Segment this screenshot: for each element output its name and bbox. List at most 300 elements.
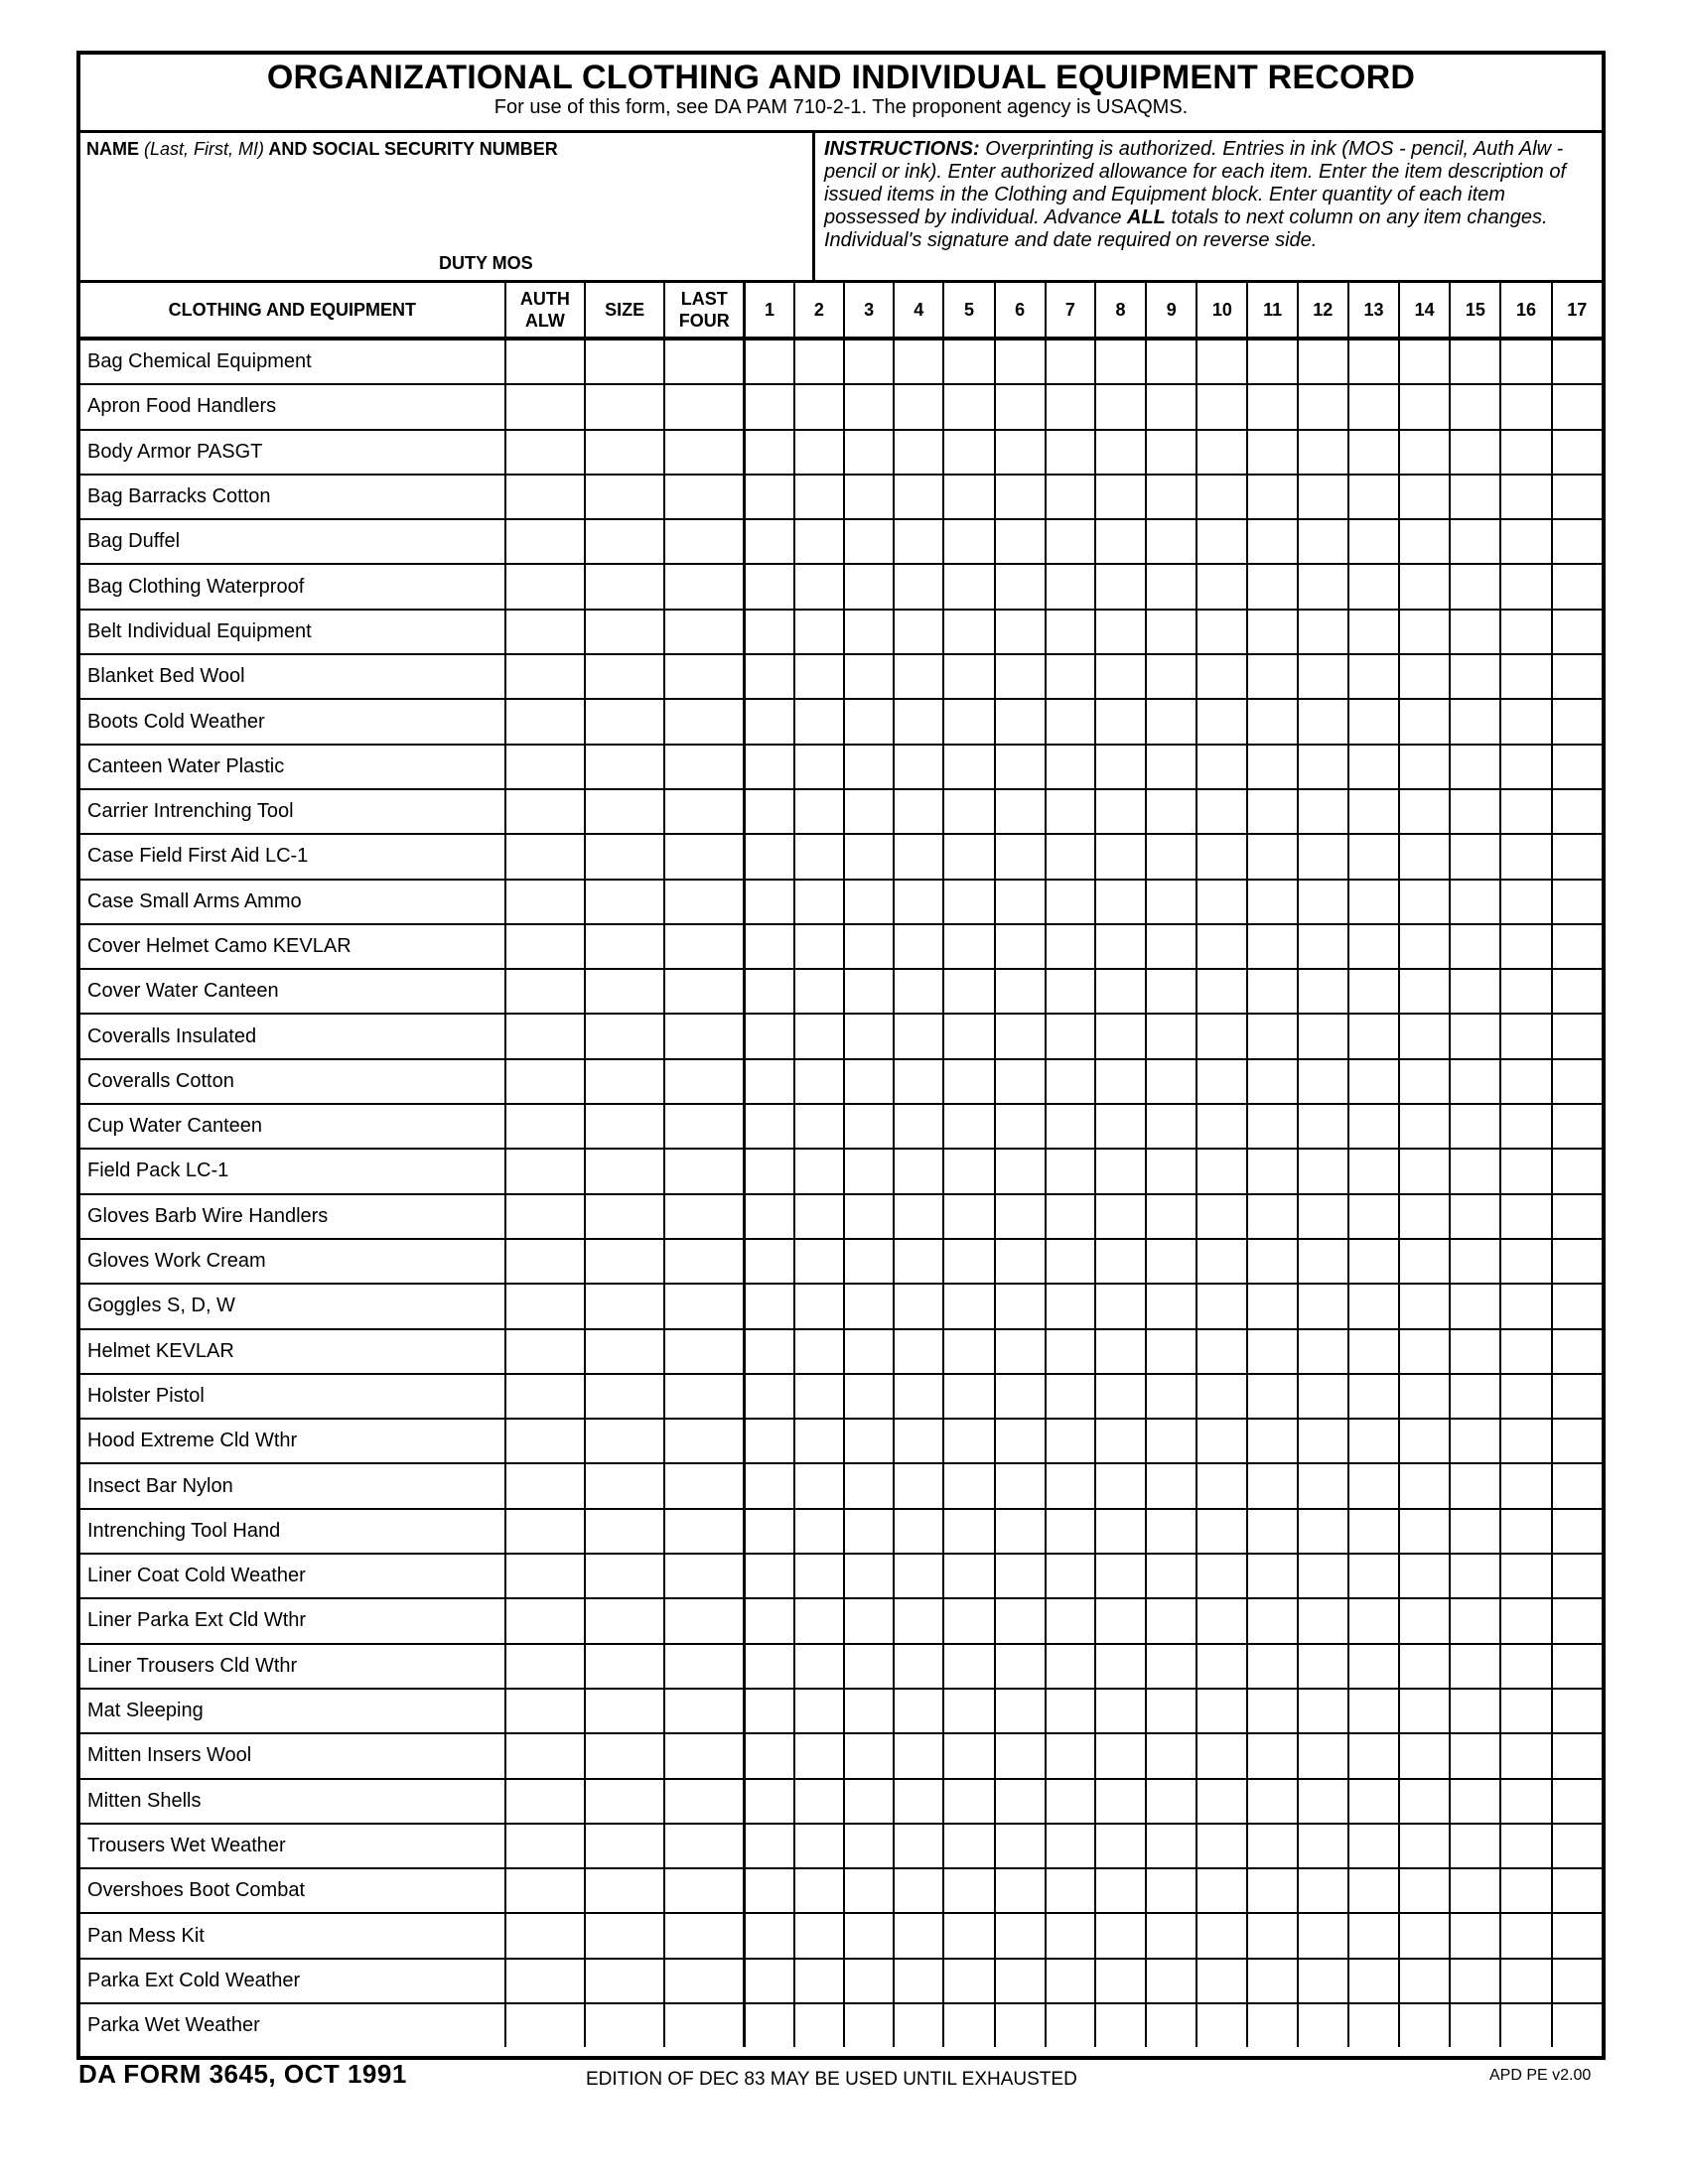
quantity-cell-12[interactable] bbox=[1298, 745, 1348, 789]
quantity-cell-8[interactable] bbox=[1095, 2003, 1146, 2047]
auth-alw-cell[interactable] bbox=[505, 1913, 585, 1958]
quantity-cell-12[interactable] bbox=[1298, 1598, 1348, 1643]
quantity-cell-4[interactable] bbox=[894, 834, 943, 879]
last-four-cell[interactable] bbox=[664, 969, 744, 1014]
auth-alw-cell[interactable] bbox=[505, 880, 585, 924]
quantity-cell-17[interactable] bbox=[1552, 834, 1602, 879]
quantity-cell-12[interactable] bbox=[1298, 1329, 1348, 1374]
quantity-cell-4[interactable] bbox=[894, 1868, 943, 1913]
quantity-cell-8[interactable] bbox=[1095, 880, 1146, 924]
quantity-cell-6[interactable] bbox=[995, 564, 1046, 609]
last-four-cell[interactable] bbox=[664, 610, 744, 654]
size-cell[interactable] bbox=[585, 1913, 664, 1958]
quantity-cell-9[interactable] bbox=[1146, 564, 1196, 609]
quantity-cell-3[interactable] bbox=[844, 1239, 894, 1284]
quantity-cell-7[interactable] bbox=[1046, 1284, 1095, 1328]
quantity-cell-6[interactable] bbox=[995, 1059, 1046, 1104]
quantity-cell-2[interactable] bbox=[794, 1239, 844, 1284]
quantity-cell-14[interactable] bbox=[1399, 1913, 1450, 1958]
quantity-cell-5[interactable] bbox=[943, 1959, 994, 2003]
quantity-cell-4[interactable] bbox=[894, 519, 943, 564]
quantity-cell-5[interactable] bbox=[943, 834, 994, 879]
quantity-cell-10[interactable] bbox=[1196, 1598, 1247, 1643]
quantity-cell-17[interactable] bbox=[1552, 1779, 1602, 1824]
quantity-cell-12[interactable] bbox=[1298, 1419, 1348, 1463]
quantity-cell-2[interactable] bbox=[794, 1959, 844, 2003]
quantity-cell-16[interactable] bbox=[1500, 339, 1551, 384]
quantity-cell-13[interactable] bbox=[1348, 1419, 1399, 1463]
quantity-cell-14[interactable] bbox=[1399, 1014, 1450, 1058]
quantity-cell-13[interactable] bbox=[1348, 1059, 1399, 1104]
quantity-cell-14[interactable] bbox=[1399, 1554, 1450, 1598]
quantity-cell-13[interactable] bbox=[1348, 384, 1399, 429]
quantity-cell-11[interactable] bbox=[1247, 610, 1297, 654]
quantity-cell-10[interactable] bbox=[1196, 1824, 1247, 1868]
quantity-cell-13[interactable] bbox=[1348, 1913, 1399, 1958]
auth-alw-cell[interactable] bbox=[505, 2003, 585, 2047]
quantity-cell-12[interactable] bbox=[1298, 1059, 1348, 1104]
quantity-cell-14[interactable] bbox=[1399, 1689, 1450, 1733]
quantity-cell-17[interactable] bbox=[1552, 1598, 1602, 1643]
auth-alw-cell[interactable] bbox=[505, 1824, 585, 1868]
last-four-cell[interactable] bbox=[664, 1598, 744, 1643]
quantity-cell-2[interactable] bbox=[794, 1689, 844, 1733]
quantity-cell-11[interactable] bbox=[1247, 1014, 1297, 1058]
last-four-cell[interactable] bbox=[664, 699, 744, 744]
quantity-cell-8[interactable] bbox=[1095, 1509, 1146, 1554]
quantity-cell-10[interactable] bbox=[1196, 969, 1247, 1014]
quantity-cell-16[interactable] bbox=[1500, 384, 1551, 429]
quantity-cell-4[interactable] bbox=[894, 1779, 943, 1824]
quantity-cell-17[interactable] bbox=[1552, 1463, 1602, 1508]
quantity-cell-13[interactable] bbox=[1348, 789, 1399, 834]
quantity-cell-7[interactable] bbox=[1046, 1463, 1095, 1508]
quantity-cell-16[interactable] bbox=[1500, 1598, 1551, 1643]
quantity-cell-7[interactable] bbox=[1046, 654, 1095, 699]
quantity-cell-13[interactable] bbox=[1348, 1644, 1399, 1689]
quantity-cell-17[interactable] bbox=[1552, 430, 1602, 475]
last-four-cell[interactable] bbox=[664, 1868, 744, 1913]
quantity-cell-11[interactable] bbox=[1247, 699, 1297, 744]
quantity-cell-6[interactable] bbox=[995, 834, 1046, 879]
quantity-cell-12[interactable] bbox=[1298, 834, 1348, 879]
quantity-cell-11[interactable] bbox=[1247, 1059, 1297, 1104]
quantity-cell-16[interactable] bbox=[1500, 1913, 1551, 1958]
quantity-cell-15[interactable] bbox=[1450, 1779, 1500, 1824]
quantity-cell-1[interactable] bbox=[745, 1644, 794, 1689]
quantity-cell-9[interactable] bbox=[1146, 1598, 1196, 1643]
quantity-cell-12[interactable] bbox=[1298, 1104, 1348, 1149]
size-cell[interactable] bbox=[585, 2003, 664, 2047]
last-four-cell[interactable] bbox=[664, 1959, 744, 2003]
quantity-cell-17[interactable] bbox=[1552, 1059, 1602, 1104]
quantity-cell-5[interactable] bbox=[943, 610, 994, 654]
quantity-cell-14[interactable] bbox=[1399, 1733, 1450, 1778]
quantity-cell-5[interactable] bbox=[943, 1329, 994, 1374]
quantity-cell-12[interactable] bbox=[1298, 1644, 1348, 1689]
last-four-cell[interactable] bbox=[664, 1689, 744, 1733]
quantity-cell-10[interactable] bbox=[1196, 1913, 1247, 1958]
quantity-cell-9[interactable] bbox=[1146, 1059, 1196, 1104]
quantity-cell-14[interactable] bbox=[1399, 789, 1450, 834]
quantity-cell-13[interactable] bbox=[1348, 1239, 1399, 1284]
quantity-cell-17[interactable] bbox=[1552, 1194, 1602, 1239]
quantity-cell-5[interactable] bbox=[943, 2003, 994, 2047]
quantity-cell-8[interactable] bbox=[1095, 1374, 1146, 1419]
quantity-cell-10[interactable] bbox=[1196, 384, 1247, 429]
last-four-cell[interactable] bbox=[664, 1284, 744, 1328]
quantity-cell-5[interactable] bbox=[943, 924, 994, 969]
auth-alw-cell[interactable] bbox=[505, 1284, 585, 1328]
quantity-cell-17[interactable] bbox=[1552, 1689, 1602, 1733]
quantity-cell-3[interactable] bbox=[844, 1463, 894, 1508]
quantity-cell-16[interactable] bbox=[1500, 1374, 1551, 1419]
quantity-cell-8[interactable] bbox=[1095, 1824, 1146, 1868]
quantity-cell-12[interactable] bbox=[1298, 1868, 1348, 1913]
quantity-cell-6[interactable] bbox=[995, 924, 1046, 969]
auth-alw-cell[interactable] bbox=[505, 789, 585, 834]
quantity-cell-13[interactable] bbox=[1348, 924, 1399, 969]
quantity-cell-4[interactable] bbox=[894, 1104, 943, 1149]
quantity-cell-6[interactable] bbox=[995, 1149, 1046, 1193]
auth-alw-cell[interactable] bbox=[505, 1059, 585, 1104]
quantity-cell-17[interactable] bbox=[1552, 1554, 1602, 1598]
quantity-cell-3[interactable] bbox=[844, 699, 894, 744]
quantity-cell-11[interactable] bbox=[1247, 475, 1297, 519]
quantity-cell-10[interactable] bbox=[1196, 2003, 1247, 2047]
quantity-cell-6[interactable] bbox=[995, 1509, 1046, 1554]
size-cell[interactable] bbox=[585, 1059, 664, 1104]
quantity-cell-1[interactable] bbox=[745, 1598, 794, 1643]
quantity-cell-11[interactable] bbox=[1247, 834, 1297, 879]
quantity-cell-2[interactable] bbox=[794, 789, 844, 834]
quantity-cell-8[interactable] bbox=[1095, 1554, 1146, 1598]
quantity-cell-4[interactable] bbox=[894, 969, 943, 1014]
quantity-cell-7[interactable] bbox=[1046, 1733, 1095, 1778]
quantity-cell-16[interactable] bbox=[1500, 2003, 1551, 2047]
quantity-cell-8[interactable] bbox=[1095, 1959, 1146, 2003]
quantity-cell-10[interactable] bbox=[1196, 475, 1247, 519]
quantity-cell-11[interactable] bbox=[1247, 1419, 1297, 1463]
quantity-cell-2[interactable] bbox=[794, 834, 844, 879]
quantity-cell-11[interactable] bbox=[1247, 1149, 1297, 1193]
quantity-cell-10[interactable] bbox=[1196, 1779, 1247, 1824]
quantity-cell-3[interactable] bbox=[844, 654, 894, 699]
quantity-cell-4[interactable] bbox=[894, 1374, 943, 1419]
quantity-cell-11[interactable] bbox=[1247, 1779, 1297, 1824]
quantity-cell-15[interactable] bbox=[1450, 1149, 1500, 1193]
quantity-cell-3[interactable] bbox=[844, 475, 894, 519]
quantity-cell-3[interactable] bbox=[844, 1104, 894, 1149]
quantity-cell-2[interactable] bbox=[794, 1059, 844, 1104]
quantity-cell-2[interactable] bbox=[794, 1419, 844, 1463]
quantity-cell-8[interactable] bbox=[1095, 789, 1146, 834]
quantity-cell-15[interactable] bbox=[1450, 1598, 1500, 1643]
quantity-cell-2[interactable] bbox=[794, 475, 844, 519]
quantity-cell-2[interactable] bbox=[794, 1104, 844, 1149]
quantity-cell-4[interactable] bbox=[894, 564, 943, 609]
quantity-cell-15[interactable] bbox=[1450, 1509, 1500, 1554]
quantity-cell-2[interactable] bbox=[794, 969, 844, 1014]
quantity-cell-6[interactable] bbox=[995, 1329, 1046, 1374]
quantity-cell-15[interactable] bbox=[1450, 1824, 1500, 1868]
quantity-cell-15[interactable] bbox=[1450, 745, 1500, 789]
quantity-cell-9[interactable] bbox=[1146, 1824, 1196, 1868]
quantity-cell-7[interactable] bbox=[1046, 1104, 1095, 1149]
quantity-cell-11[interactable] bbox=[1247, 789, 1297, 834]
quantity-cell-2[interactable] bbox=[794, 384, 844, 429]
quantity-cell-5[interactable] bbox=[943, 1149, 994, 1193]
quantity-cell-12[interactable] bbox=[1298, 1149, 1348, 1193]
quantity-cell-4[interactable] bbox=[894, 1689, 943, 1733]
quantity-cell-5[interactable] bbox=[943, 1644, 994, 1689]
size-cell[interactable] bbox=[585, 1104, 664, 1149]
quantity-cell-4[interactable] bbox=[894, 1239, 943, 1284]
quantity-cell-11[interactable] bbox=[1247, 745, 1297, 789]
quantity-cell-8[interactable] bbox=[1095, 1419, 1146, 1463]
quantity-cell-6[interactable] bbox=[995, 789, 1046, 834]
quantity-cell-7[interactable] bbox=[1046, 1959, 1095, 2003]
quantity-cell-9[interactable] bbox=[1146, 430, 1196, 475]
quantity-cell-17[interactable] bbox=[1552, 519, 1602, 564]
quantity-cell-12[interactable] bbox=[1298, 1374, 1348, 1419]
quantity-cell-4[interactable] bbox=[894, 1554, 943, 1598]
size-cell[interactable] bbox=[585, 1284, 664, 1328]
quantity-cell-17[interactable] bbox=[1552, 384, 1602, 429]
quantity-cell-16[interactable] bbox=[1500, 475, 1551, 519]
quantity-cell-6[interactable] bbox=[995, 339, 1046, 384]
size-cell[interactable] bbox=[585, 880, 664, 924]
quantity-cell-3[interactable] bbox=[844, 1689, 894, 1733]
quantity-cell-1[interactable] bbox=[745, 1689, 794, 1733]
quantity-cell-3[interactable] bbox=[844, 2003, 894, 2047]
quantity-cell-6[interactable] bbox=[995, 1463, 1046, 1508]
last-four-cell[interactable] bbox=[664, 789, 744, 834]
quantity-cell-1[interactable] bbox=[745, 430, 794, 475]
quantity-cell-2[interactable] bbox=[794, 1194, 844, 1239]
quantity-cell-14[interactable] bbox=[1399, 1598, 1450, 1643]
quantity-cell-14[interactable] bbox=[1399, 1284, 1450, 1328]
quantity-cell-14[interactable] bbox=[1399, 745, 1450, 789]
quantity-cell-15[interactable] bbox=[1450, 384, 1500, 429]
size-cell[interactable] bbox=[585, 1509, 664, 1554]
quantity-cell-10[interactable] bbox=[1196, 1329, 1247, 1374]
quantity-cell-2[interactable] bbox=[794, 1913, 844, 1958]
quantity-cell-12[interactable] bbox=[1298, 1689, 1348, 1733]
quantity-cell-15[interactable] bbox=[1450, 2003, 1500, 2047]
quantity-cell-17[interactable] bbox=[1552, 1374, 1602, 1419]
quantity-cell-15[interactable] bbox=[1450, 430, 1500, 475]
quantity-cell-15[interactable] bbox=[1450, 654, 1500, 699]
quantity-cell-10[interactable] bbox=[1196, 1059, 1247, 1104]
quantity-cell-4[interactable] bbox=[894, 339, 943, 384]
last-four-cell[interactable] bbox=[664, 1374, 744, 1419]
quantity-cell-15[interactable] bbox=[1450, 1868, 1500, 1913]
quantity-cell-10[interactable] bbox=[1196, 610, 1247, 654]
auth-alw-cell[interactable] bbox=[505, 519, 585, 564]
quantity-cell-14[interactable] bbox=[1399, 1419, 1450, 1463]
quantity-cell-11[interactable] bbox=[1247, 654, 1297, 699]
size-cell[interactable] bbox=[585, 654, 664, 699]
quantity-cell-8[interactable] bbox=[1095, 1149, 1146, 1193]
quantity-cell-4[interactable] bbox=[894, 1598, 943, 1643]
quantity-cell-2[interactable] bbox=[794, 880, 844, 924]
quantity-cell-10[interactable] bbox=[1196, 1104, 1247, 1149]
quantity-cell-8[interactable] bbox=[1095, 1104, 1146, 1149]
quantity-cell-6[interactable] bbox=[995, 1239, 1046, 1284]
quantity-cell-2[interactable] bbox=[794, 1463, 844, 1508]
size-cell[interactable] bbox=[585, 1598, 664, 1643]
quantity-cell-6[interactable] bbox=[995, 745, 1046, 789]
quantity-cell-1[interactable] bbox=[745, 1868, 794, 1913]
quantity-cell-3[interactable] bbox=[844, 1419, 894, 1463]
quantity-cell-3[interactable] bbox=[844, 1779, 894, 1824]
last-four-cell[interactable] bbox=[664, 1554, 744, 1598]
quantity-cell-11[interactable] bbox=[1247, 384, 1297, 429]
quantity-cell-2[interactable] bbox=[794, 1598, 844, 1643]
quantity-cell-2[interactable] bbox=[794, 1824, 844, 1868]
quantity-cell-8[interactable] bbox=[1095, 564, 1146, 609]
quantity-cell-5[interactable] bbox=[943, 1059, 994, 1104]
quantity-cell-13[interactable] bbox=[1348, 1014, 1399, 1058]
quantity-cell-12[interactable] bbox=[1298, 654, 1348, 699]
quantity-cell-5[interactable] bbox=[943, 745, 994, 789]
quantity-cell-13[interactable] bbox=[1348, 430, 1399, 475]
quantity-cell-16[interactable] bbox=[1500, 1284, 1551, 1328]
last-four-cell[interactable] bbox=[664, 1014, 744, 1058]
quantity-cell-11[interactable] bbox=[1247, 1284, 1297, 1328]
quantity-cell-7[interactable] bbox=[1046, 1014, 1095, 1058]
quantity-cell-8[interactable] bbox=[1095, 1463, 1146, 1508]
quantity-cell-5[interactable] bbox=[943, 1284, 994, 1328]
quantity-cell-7[interactable] bbox=[1046, 1239, 1095, 1284]
quantity-cell-13[interactable] bbox=[1348, 1509, 1399, 1554]
quantity-cell-5[interactable] bbox=[943, 1419, 994, 1463]
quantity-cell-15[interactable] bbox=[1450, 924, 1500, 969]
quantity-cell-2[interactable] bbox=[794, 1779, 844, 1824]
last-four-cell[interactable] bbox=[664, 1104, 744, 1149]
quantity-cell-16[interactable] bbox=[1500, 1959, 1551, 2003]
quantity-cell-1[interactable] bbox=[745, 1284, 794, 1328]
auth-alw-cell[interactable] bbox=[505, 654, 585, 699]
quantity-cell-7[interactable] bbox=[1046, 789, 1095, 834]
quantity-cell-3[interactable] bbox=[844, 834, 894, 879]
quantity-cell-10[interactable] bbox=[1196, 789, 1247, 834]
quantity-cell-17[interactable] bbox=[1552, 654, 1602, 699]
quantity-cell-14[interactable] bbox=[1399, 430, 1450, 475]
size-cell[interactable] bbox=[585, 1149, 664, 1193]
quantity-cell-9[interactable] bbox=[1146, 339, 1196, 384]
quantity-cell-6[interactable] bbox=[995, 1733, 1046, 1778]
quantity-cell-5[interactable] bbox=[943, 1779, 994, 1824]
quantity-cell-14[interactable] bbox=[1399, 1104, 1450, 1149]
quantity-cell-3[interactable] bbox=[844, 384, 894, 429]
quantity-cell-16[interactable] bbox=[1500, 1779, 1551, 1824]
quantity-cell-14[interactable] bbox=[1399, 1644, 1450, 1689]
last-four-cell[interactable] bbox=[664, 339, 744, 384]
quantity-cell-12[interactable] bbox=[1298, 2003, 1348, 2047]
quantity-cell-5[interactable] bbox=[943, 475, 994, 519]
last-four-cell[interactable] bbox=[664, 1329, 744, 1374]
quantity-cell-5[interactable] bbox=[943, 564, 994, 609]
quantity-cell-4[interactable] bbox=[894, 384, 943, 429]
quantity-cell-1[interactable] bbox=[745, 699, 794, 744]
size-cell[interactable] bbox=[585, 1554, 664, 1598]
quantity-cell-8[interactable] bbox=[1095, 384, 1146, 429]
quantity-cell-6[interactable] bbox=[995, 1913, 1046, 1958]
quantity-cell-2[interactable] bbox=[794, 1014, 844, 1058]
last-four-cell[interactable] bbox=[664, 519, 744, 564]
quantity-cell-2[interactable] bbox=[794, 610, 844, 654]
quantity-cell-17[interactable] bbox=[1552, 1149, 1602, 1193]
quantity-cell-11[interactable] bbox=[1247, 1644, 1297, 1689]
quantity-cell-1[interactable] bbox=[745, 564, 794, 609]
quantity-cell-15[interactable] bbox=[1450, 519, 1500, 564]
quantity-cell-8[interactable] bbox=[1095, 1644, 1146, 1689]
quantity-cell-3[interactable] bbox=[844, 1509, 894, 1554]
last-four-cell[interactable] bbox=[664, 1149, 744, 1193]
size-cell[interactable] bbox=[585, 339, 664, 384]
quantity-cell-15[interactable] bbox=[1450, 1733, 1500, 1778]
quantity-cell-17[interactable] bbox=[1552, 969, 1602, 1014]
last-four-cell[interactable] bbox=[664, 1059, 744, 1104]
quantity-cell-5[interactable] bbox=[943, 519, 994, 564]
quantity-cell-3[interactable] bbox=[844, 339, 894, 384]
quantity-cell-9[interactable] bbox=[1146, 1374, 1196, 1419]
quantity-cell-8[interactable] bbox=[1095, 430, 1146, 475]
quantity-cell-12[interactable] bbox=[1298, 1463, 1348, 1508]
quantity-cell-15[interactable] bbox=[1450, 564, 1500, 609]
auth-alw-cell[interactable] bbox=[505, 1463, 585, 1508]
quantity-cell-15[interactable] bbox=[1450, 1689, 1500, 1733]
auth-alw-cell[interactable] bbox=[505, 1374, 585, 1419]
auth-alw-cell[interactable] bbox=[505, 1598, 585, 1643]
quantity-cell-12[interactable] bbox=[1298, 1194, 1348, 1239]
size-cell[interactable] bbox=[585, 834, 664, 879]
quantity-cell-9[interactable] bbox=[1146, 1554, 1196, 1598]
quantity-cell-9[interactable] bbox=[1146, 1284, 1196, 1328]
quantity-cell-15[interactable] bbox=[1450, 699, 1500, 744]
quantity-cell-8[interactable] bbox=[1095, 610, 1146, 654]
quantity-cell-17[interactable] bbox=[1552, 2003, 1602, 2047]
quantity-cell-14[interactable] bbox=[1399, 880, 1450, 924]
quantity-cell-11[interactable] bbox=[1247, 339, 1297, 384]
size-cell[interactable] bbox=[585, 1419, 664, 1463]
quantity-cell-14[interactable] bbox=[1399, 1509, 1450, 1554]
quantity-cell-7[interactable] bbox=[1046, 1868, 1095, 1913]
quantity-cell-16[interactable] bbox=[1500, 969, 1551, 1014]
quantity-cell-17[interactable] bbox=[1552, 1509, 1602, 1554]
quantity-cell-7[interactable] bbox=[1046, 519, 1095, 564]
quantity-cell-2[interactable] bbox=[794, 745, 844, 789]
size-cell[interactable] bbox=[585, 1463, 664, 1508]
quantity-cell-4[interactable] bbox=[894, 699, 943, 744]
quantity-cell-6[interactable] bbox=[995, 430, 1046, 475]
quantity-cell-15[interactable] bbox=[1450, 1239, 1500, 1284]
quantity-cell-14[interactable] bbox=[1399, 699, 1450, 744]
quantity-cell-5[interactable] bbox=[943, 1868, 994, 1913]
quantity-cell-16[interactable] bbox=[1500, 789, 1551, 834]
quantity-cell-12[interactable] bbox=[1298, 475, 1348, 519]
quantity-cell-10[interactable] bbox=[1196, 1554, 1247, 1598]
quantity-cell-2[interactable] bbox=[794, 1733, 844, 1778]
quantity-cell-6[interactable] bbox=[995, 699, 1046, 744]
quantity-cell-4[interactable] bbox=[894, 1463, 943, 1508]
quantity-cell-1[interactable] bbox=[745, 1329, 794, 1374]
quantity-cell-7[interactable] bbox=[1046, 1329, 1095, 1374]
quantity-cell-12[interactable] bbox=[1298, 1509, 1348, 1554]
quantity-cell-14[interactable] bbox=[1399, 2003, 1450, 2047]
